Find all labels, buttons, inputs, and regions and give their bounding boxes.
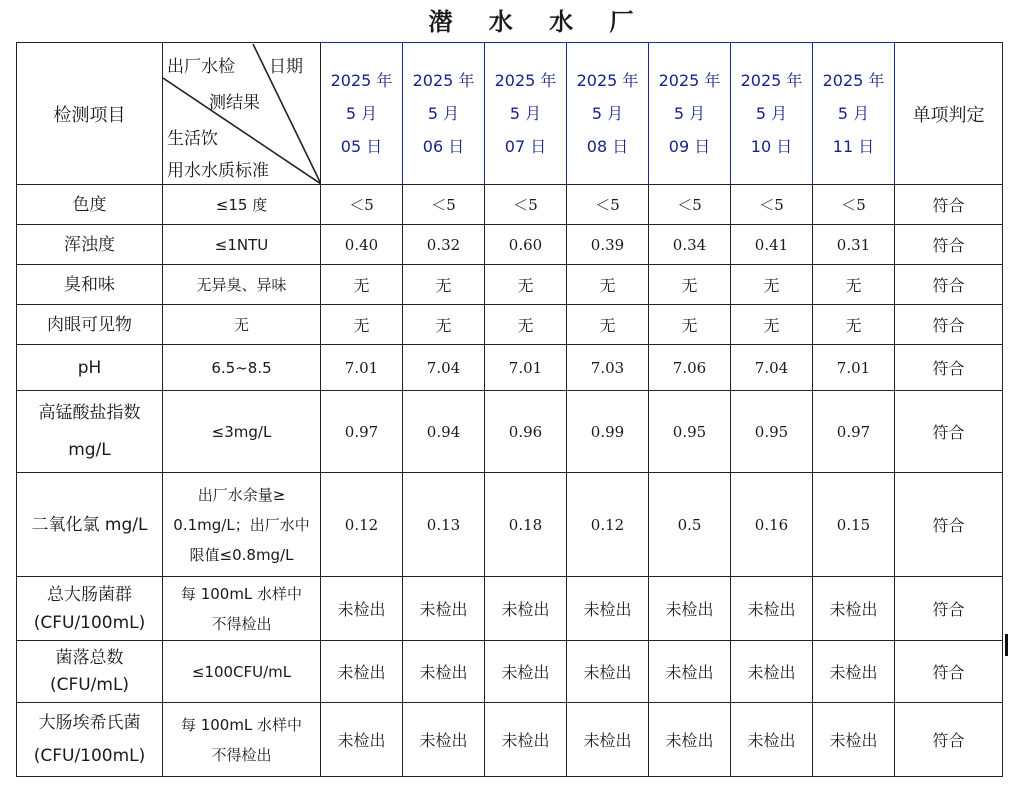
judgement: 符合 [895,185,1003,225]
result-value: 无 [403,305,485,345]
result-value: 未检出 [485,577,567,641]
result-value: 7.01 [813,345,895,391]
table-row [17,265,1003,305]
result-value: 0.5 [649,473,731,577]
water-quality-table [16,42,1003,777]
header-diagonal-cell [163,43,321,185]
standard-limit: 每 100mL 水样中 不得检出 [163,577,321,641]
result-value: 0.34 [649,225,731,265]
page-title: 潜 水 水 厂 [428,8,648,36]
judgement: 符合 [895,703,1003,777]
standard-limit: ≤15 度 [163,185,321,225]
item-name: 菌落总数 (CFU/mL) [17,641,163,703]
result-value: 未检出 [813,577,895,641]
date-cell: 2025 年 5 月 05 日 [321,43,403,185]
table-row [17,185,1003,225]
diag-mid: 测结果 [209,92,260,113]
item-name: 总大肠菌群 (CFU/100mL) [17,577,163,641]
item-name: 色度 [17,185,163,225]
result-value: 0.18 [485,473,567,577]
date-cell: 2025 年 5 月 09 日 [649,43,731,185]
result-value: 7.04 [403,345,485,391]
result-value: 7.06 [649,345,731,391]
diag-bottom-1: 生活饮 [167,128,218,149]
header-judge: 单项判定 [895,43,1003,185]
item-name: 臭和味 [17,265,163,305]
result-value: 无 [649,265,731,305]
result-value: 未检出 [403,703,485,777]
result-value: 未检出 [813,703,895,777]
result-value: 7.04 [731,345,813,391]
result-value: 未检出 [321,577,403,641]
result-value: ＜5 [321,185,403,225]
result-value: 未检出 [649,641,731,703]
result-value: 0.12 [321,473,403,577]
item-name: 肉眼可见物 [17,305,163,345]
result-value: 无 [485,305,567,345]
result-value: 0.39 [567,225,649,265]
result-value: 无 [403,265,485,305]
standard-limit: 无 [163,305,321,345]
judgement: 符合 [895,345,1003,391]
header-row [17,43,1003,185]
result-value: 0.40 [321,225,403,265]
result-value: 未检出 [403,577,485,641]
result-value: 0.96 [485,391,567,473]
date-cell: 2025 年 5 月 11 日 [813,43,895,185]
result-value: 7.01 [321,345,403,391]
table-row [17,305,1003,345]
result-value: 0.95 [731,391,813,473]
edge-mark [1005,634,1008,656]
result-value: 无 [731,265,813,305]
result-value: 未检出 [649,703,731,777]
result-value: 未检出 [567,641,649,703]
table-row [17,345,1003,391]
diag-top-right: 日期 [269,56,303,77]
result-value: 未检出 [731,577,813,641]
result-value: 0.15 [813,473,895,577]
result-value: 0.12 [567,473,649,577]
result-value: 未检出 [649,577,731,641]
table-row [17,225,1003,265]
standard-limit: 无异臭、异味 [163,265,321,305]
result-value: 无 [321,305,403,345]
date-cell: 2025 年 5 月 07 日 [485,43,567,185]
item-name: 大肠埃希氏菌 (CFU/100mL) [17,703,163,777]
judgement: 符合 [895,473,1003,577]
judgement: 符合 [895,641,1003,703]
result-value: ＜5 [403,185,485,225]
table-row [17,703,1003,777]
result-value: 0.95 [649,391,731,473]
result-value: 无 [567,265,649,305]
result-value: 无 [567,305,649,345]
judgement: 符合 [895,225,1003,265]
table-row [17,577,1003,641]
item-name: 浑浊度 [17,225,163,265]
result-value: 7.03 [567,345,649,391]
table-row [17,473,1003,577]
result-value: 0.31 [813,225,895,265]
result-value: 无 [485,265,567,305]
result-value: 无 [813,305,895,345]
result-value: 未检出 [731,641,813,703]
diag-bottom-2: 用水水质标准 [167,160,269,181]
item-name: 二氧化氯 mg/L [17,473,163,577]
result-value: 未检出 [813,641,895,703]
date-cell: 2025 年 5 月 10 日 [731,43,813,185]
result-value: 未检出 [321,641,403,703]
result-value: 无 [649,305,731,345]
result-value: ＜5 [813,185,895,225]
diag-top-left: 出厂水检 [167,56,235,77]
result-value: ＜5 [731,185,813,225]
result-value: ＜5 [485,185,567,225]
result-value: 0.94 [403,391,485,473]
result-value: 0.99 [567,391,649,473]
result-value: 0.16 [731,473,813,577]
judgement: 符合 [895,305,1003,345]
judgement: 符合 [895,265,1003,305]
result-value: 未检出 [567,577,649,641]
judgement: 符合 [895,577,1003,641]
result-value: 未检出 [567,703,649,777]
judgement: 符合 [895,391,1003,473]
result-value: 未检出 [321,703,403,777]
result-value: 7.01 [485,345,567,391]
result-value: 无 [731,305,813,345]
result-value: ＜5 [649,185,731,225]
result-value: ＜5 [567,185,649,225]
table-row [17,391,1003,473]
standard-limit: ≤1NTU [163,225,321,265]
result-value: 0.97 [813,391,895,473]
result-value: 无 [813,265,895,305]
standard-limit: ≤100CFU/mL [163,641,321,703]
result-value: 未检出 [485,703,567,777]
date-cell: 2025 年 5 月 06 日 [403,43,485,185]
standard-limit: ≤3mg/L [163,391,321,473]
standard-limit: 出厂水余量≥ 0.1mg/L；出厂水中 限值≤0.8mg/L [163,473,321,577]
header-item: 检测项目 [17,43,163,185]
result-value: 0.32 [403,225,485,265]
standard-limit: 6.5~8.5 [163,345,321,391]
item-name: 高锰酸盐指数 mg/L [17,391,163,473]
result-value: 0.41 [731,225,813,265]
standard-limit: 每 100mL 水样中 不得检出 [163,703,321,777]
result-value: 0.13 [403,473,485,577]
item-name: pH [17,345,163,391]
table-row [17,641,1003,703]
result-value: 0.97 [321,391,403,473]
result-value: 无 [321,265,403,305]
result-value: 0.60 [485,225,567,265]
date-cell: 2025 年 5 月 08 日 [567,43,649,185]
result-value: 未检出 [485,641,567,703]
result-value: 未检出 [403,641,485,703]
result-value: 未检出 [731,703,813,777]
